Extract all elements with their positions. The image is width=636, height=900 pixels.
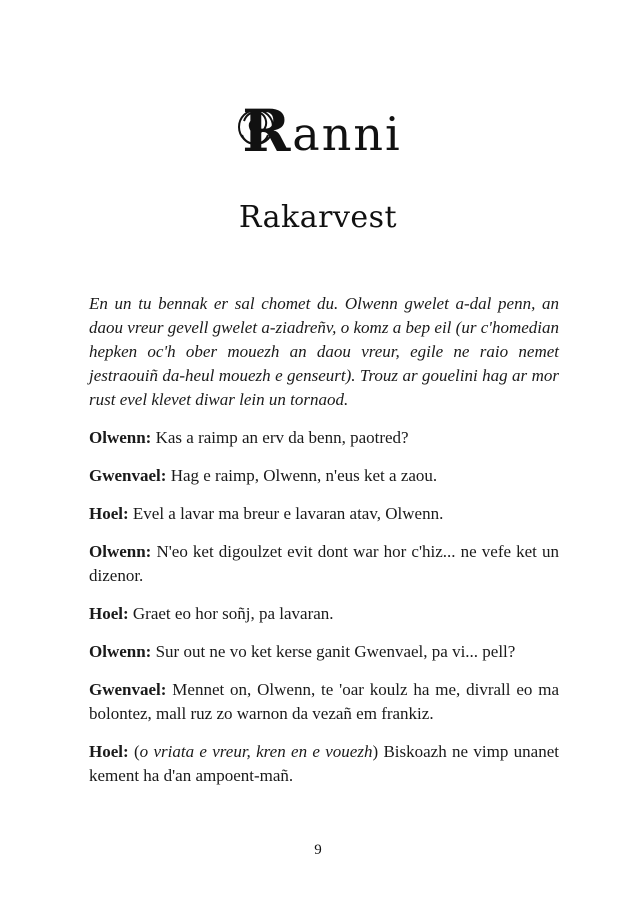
- line-text: Biskoazh ne vimp unanet kement ha d'an ampoent-mañ.: [89, 742, 559, 785]
- line-text: N'eo ket digoulzet evit dont war hor c'hiz... ne vefe ket un dizenor.: [89, 542, 559, 585]
- chapter-title-rest: anni: [292, 107, 402, 161]
- speaker-name: Hoel:: [89, 504, 129, 523]
- speaker-name: Olwenn:: [89, 542, 152, 561]
- body-text: [89, 292, 559, 802]
- dialogue-line: [89, 678, 559, 726]
- illuminated-initial: [234, 99, 290, 163]
- stage-direction-intro: En un tu bennak er sal chomet du. Olwenn gwelet a-dal penn, an daou vreur gevell gwelet a-ziadreñv, o komz a bep eil (ur c'homedian hepken oc'h ober mouezh an daou vreur, egile ne raio nemet jestraouiñ da-heul mouezh e genseurt). Trouz ar gouelini hag ar mor rust evel klevet diwar lein un tornaod.: [89, 294, 559, 409]
- speaker-name: Gwenvael:: [89, 466, 167, 485]
- scene-title: Rakarvest: [238, 200, 398, 235]
- line-text: Evel a lavar ma breur e lavaran atav, Olwenn.: [128, 504, 444, 523]
- line-text: Hag e raimp, Olwenn, n'eus ket a zaou.: [166, 466, 438, 485]
- dialogue-line: [89, 426, 559, 450]
- chapter-initial-letter: R: [242, 97, 291, 165]
- paren-close: ): [372, 742, 379, 761]
- speaker-name: Olwenn:: [89, 428, 152, 447]
- dialogue-line: [89, 540, 559, 588]
- dialogue-line: [89, 502, 559, 526]
- line-text: Graet eo hor soñj, pa lavaran.: [128, 604, 334, 623]
- line-text: Mennet on, Olwenn, te 'oar koulz ha me, divrall eo ma bolontez, mall ruz zo warnon da vezañ em frankiz.: [89, 680, 559, 723]
- speaker-name: Hoel:: [89, 604, 129, 623]
- speaker-name: Olwenn:: [89, 642, 152, 661]
- line-text: Kas a raimp an erv da benn, paotred?: [151, 428, 409, 447]
- dialogue-line: [89, 602, 559, 626]
- page-number: 9: [314, 842, 322, 858]
- stage-direction-inline: o vriata e vreur, kren en e vouezh: [139, 742, 373, 761]
- chapter-heading: [0, 96, 636, 166]
- line-text: Sur out ne vo ket kerse ganit Gwenvael, pa vi... pell?: [151, 642, 516, 661]
- dialogue-line: [89, 640, 559, 664]
- paren-open: (: [128, 742, 140, 761]
- speaker-name: Hoel:: [89, 742, 129, 761]
- dialogue-line: [89, 464, 559, 488]
- dialogue-line: [89, 740, 559, 788]
- speaker-name: Gwenvael:: [89, 680, 167, 699]
